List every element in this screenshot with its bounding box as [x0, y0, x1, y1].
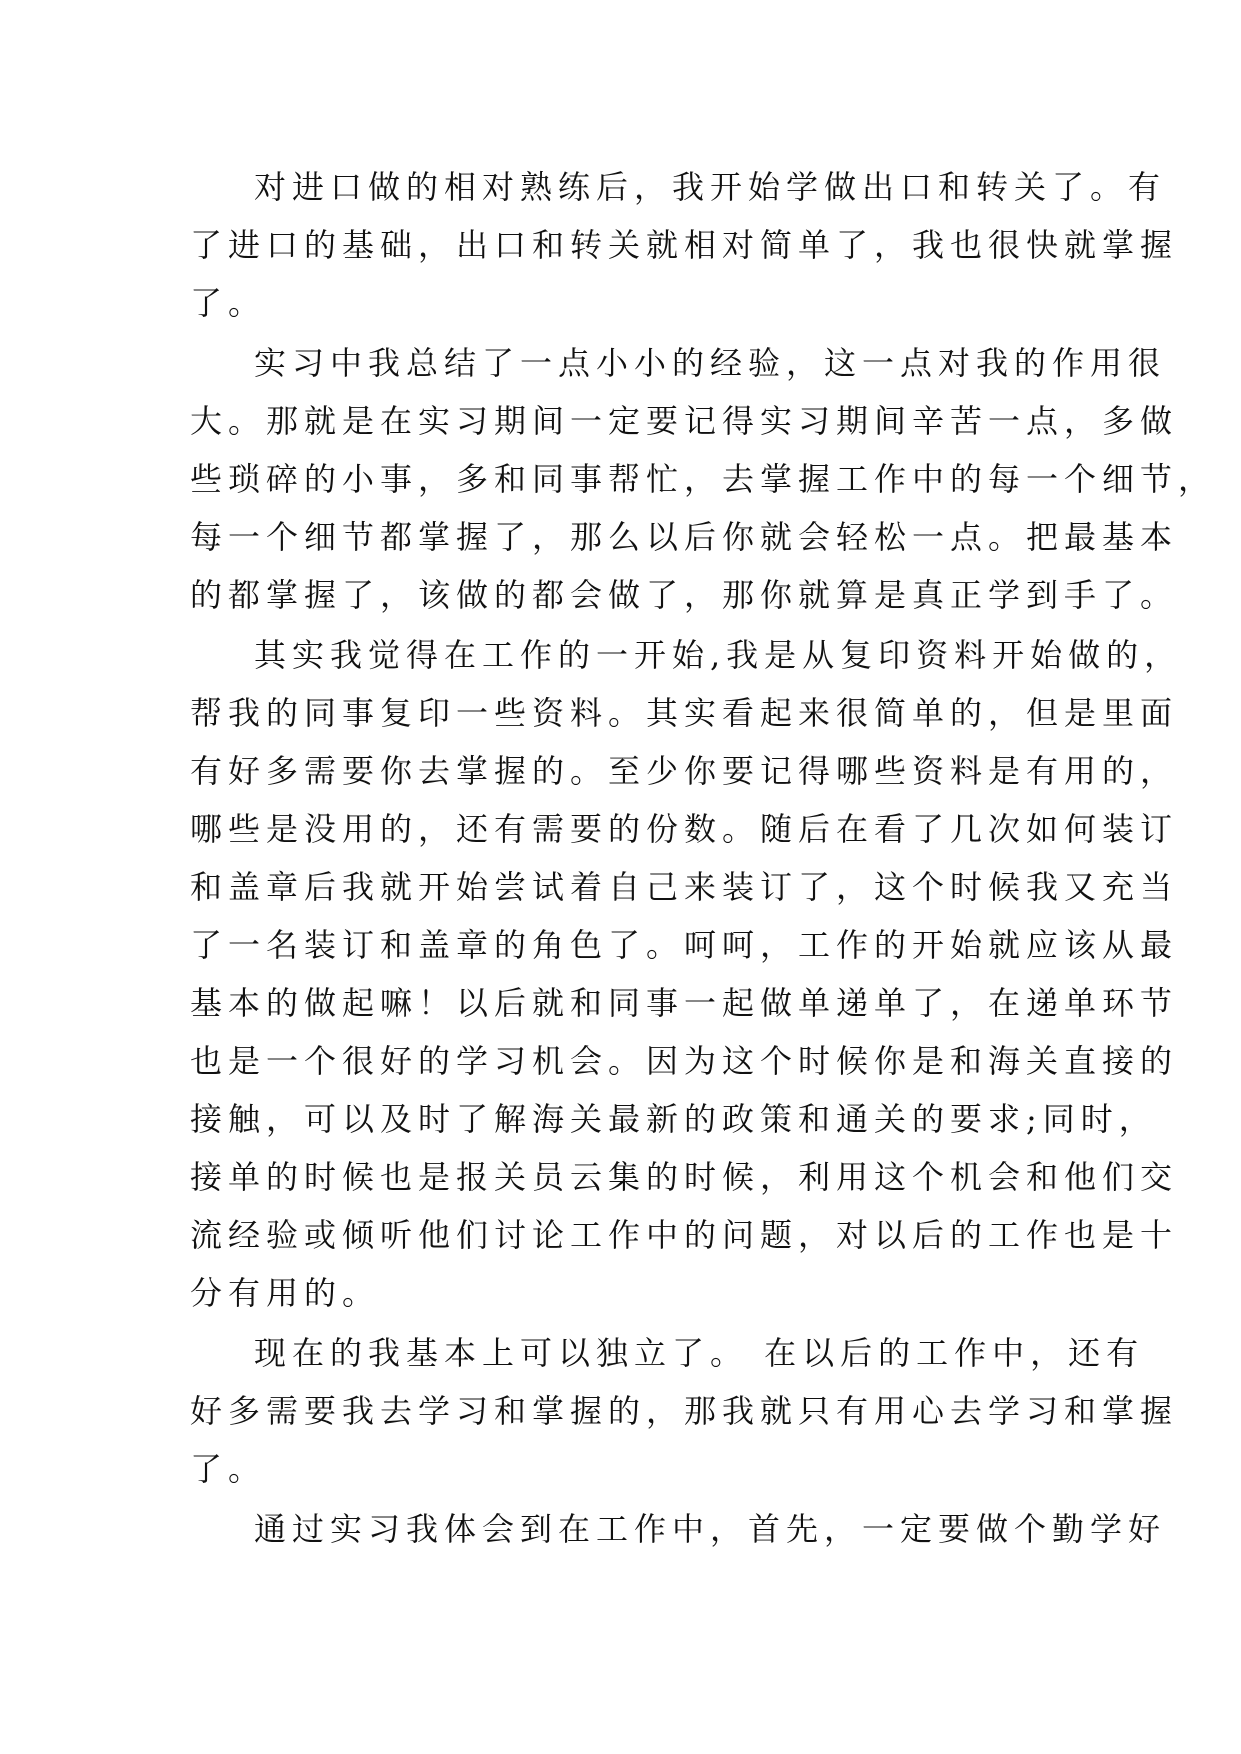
paragraph-line: 分有用的。: [190, 1274, 381, 1312]
paragraph-line: 其实我觉得在工作的一开始,我是从复印资料开始做的，: [254, 636, 1183, 674]
paragraph-line: 有好多需要你去掌握的。至少你要记得哪些资料是有用的，: [190, 752, 1179, 790]
paragraph-line: 和盖章后我就开始尝试着自己来装订了，这个时候我又充当: [190, 868, 1179, 906]
paragraph-line: 流经验或倾听他们讨论工作中的问题，对以后的工作也是十: [190, 1216, 1179, 1254]
paragraph-line: 实习中我总结了一点小小的经验，这一点对我的作用很: [254, 344, 1167, 382]
paragraph-line: 接单的时候也是报关员云集的时候，利用这个机会和他们交: [190, 1158, 1179, 1196]
paragraph-line: 接触，可以及时了解海关最新的政策和通关的要求;同时，: [190, 1100, 1157, 1138]
paragraph-line: 的都掌握了，该做的都会做了，那你就算是真正学到手了。: [190, 576, 1179, 614]
paragraph: [190, 334, 1217, 624]
paragraph: [190, 626, 1183, 1322]
paragraph-line: 每一个细节都掌握了，那么以后你就会轻松一点。把最基本: [190, 518, 1179, 556]
paragraph-line: 了。: [190, 284, 267, 322]
paragraph-line: 了进口的基础，出口和转关就相对简单了，我也很快就掌握: [190, 226, 1179, 264]
paragraph-line: 对进口做的相对熟练后，我开始学做出口和转关了。有: [254, 168, 1167, 206]
paragraph-line: 现在的我基本上可以独立了。 在以后的工作中，还有: [254, 1334, 1145, 1372]
paragraph-line: 通过实习我体会到在工作中，首先，一定要做个勤学好: [254, 1510, 1167, 1548]
paragraph-line: 些琐碎的小事，多和同事帮忙，去掌握工作中的每一个细节，: [190, 460, 1217, 498]
paragraph: [190, 1324, 1179, 1498]
paragraph-line: 大。那就是在实习期间一定要记得实习期间辛苦一点，多做: [190, 402, 1179, 440]
paragraph: [190, 158, 1179, 332]
paragraph-line: 也是一个很好的学习机会。因为这个时候你是和海关直接的: [190, 1042, 1179, 1080]
paragraph: [190, 1500, 1167, 1558]
document-body: [190, 158, 1217, 1558]
paragraph-line: 好多需要我去学习和掌握的，那我就只有用心去学习和掌握: [190, 1392, 1179, 1430]
paragraph-line: 了。: [190, 1450, 267, 1488]
paragraph-line: 了一名装订和盖章的角色了。呵呵，工作的开始就应该从最: [190, 926, 1179, 964]
paragraph-line: 帮我的同事复印一些资料。其实看起来很简单的，但是里面: [190, 694, 1179, 732]
paragraph-line: 哪些是没用的，还有需要的份数。随后在看了几次如何装订: [190, 810, 1179, 848]
paragraph-line: 基本的做起嘛！以后就和同事一起做单递单了，在递单环节: [190, 984, 1179, 1022]
